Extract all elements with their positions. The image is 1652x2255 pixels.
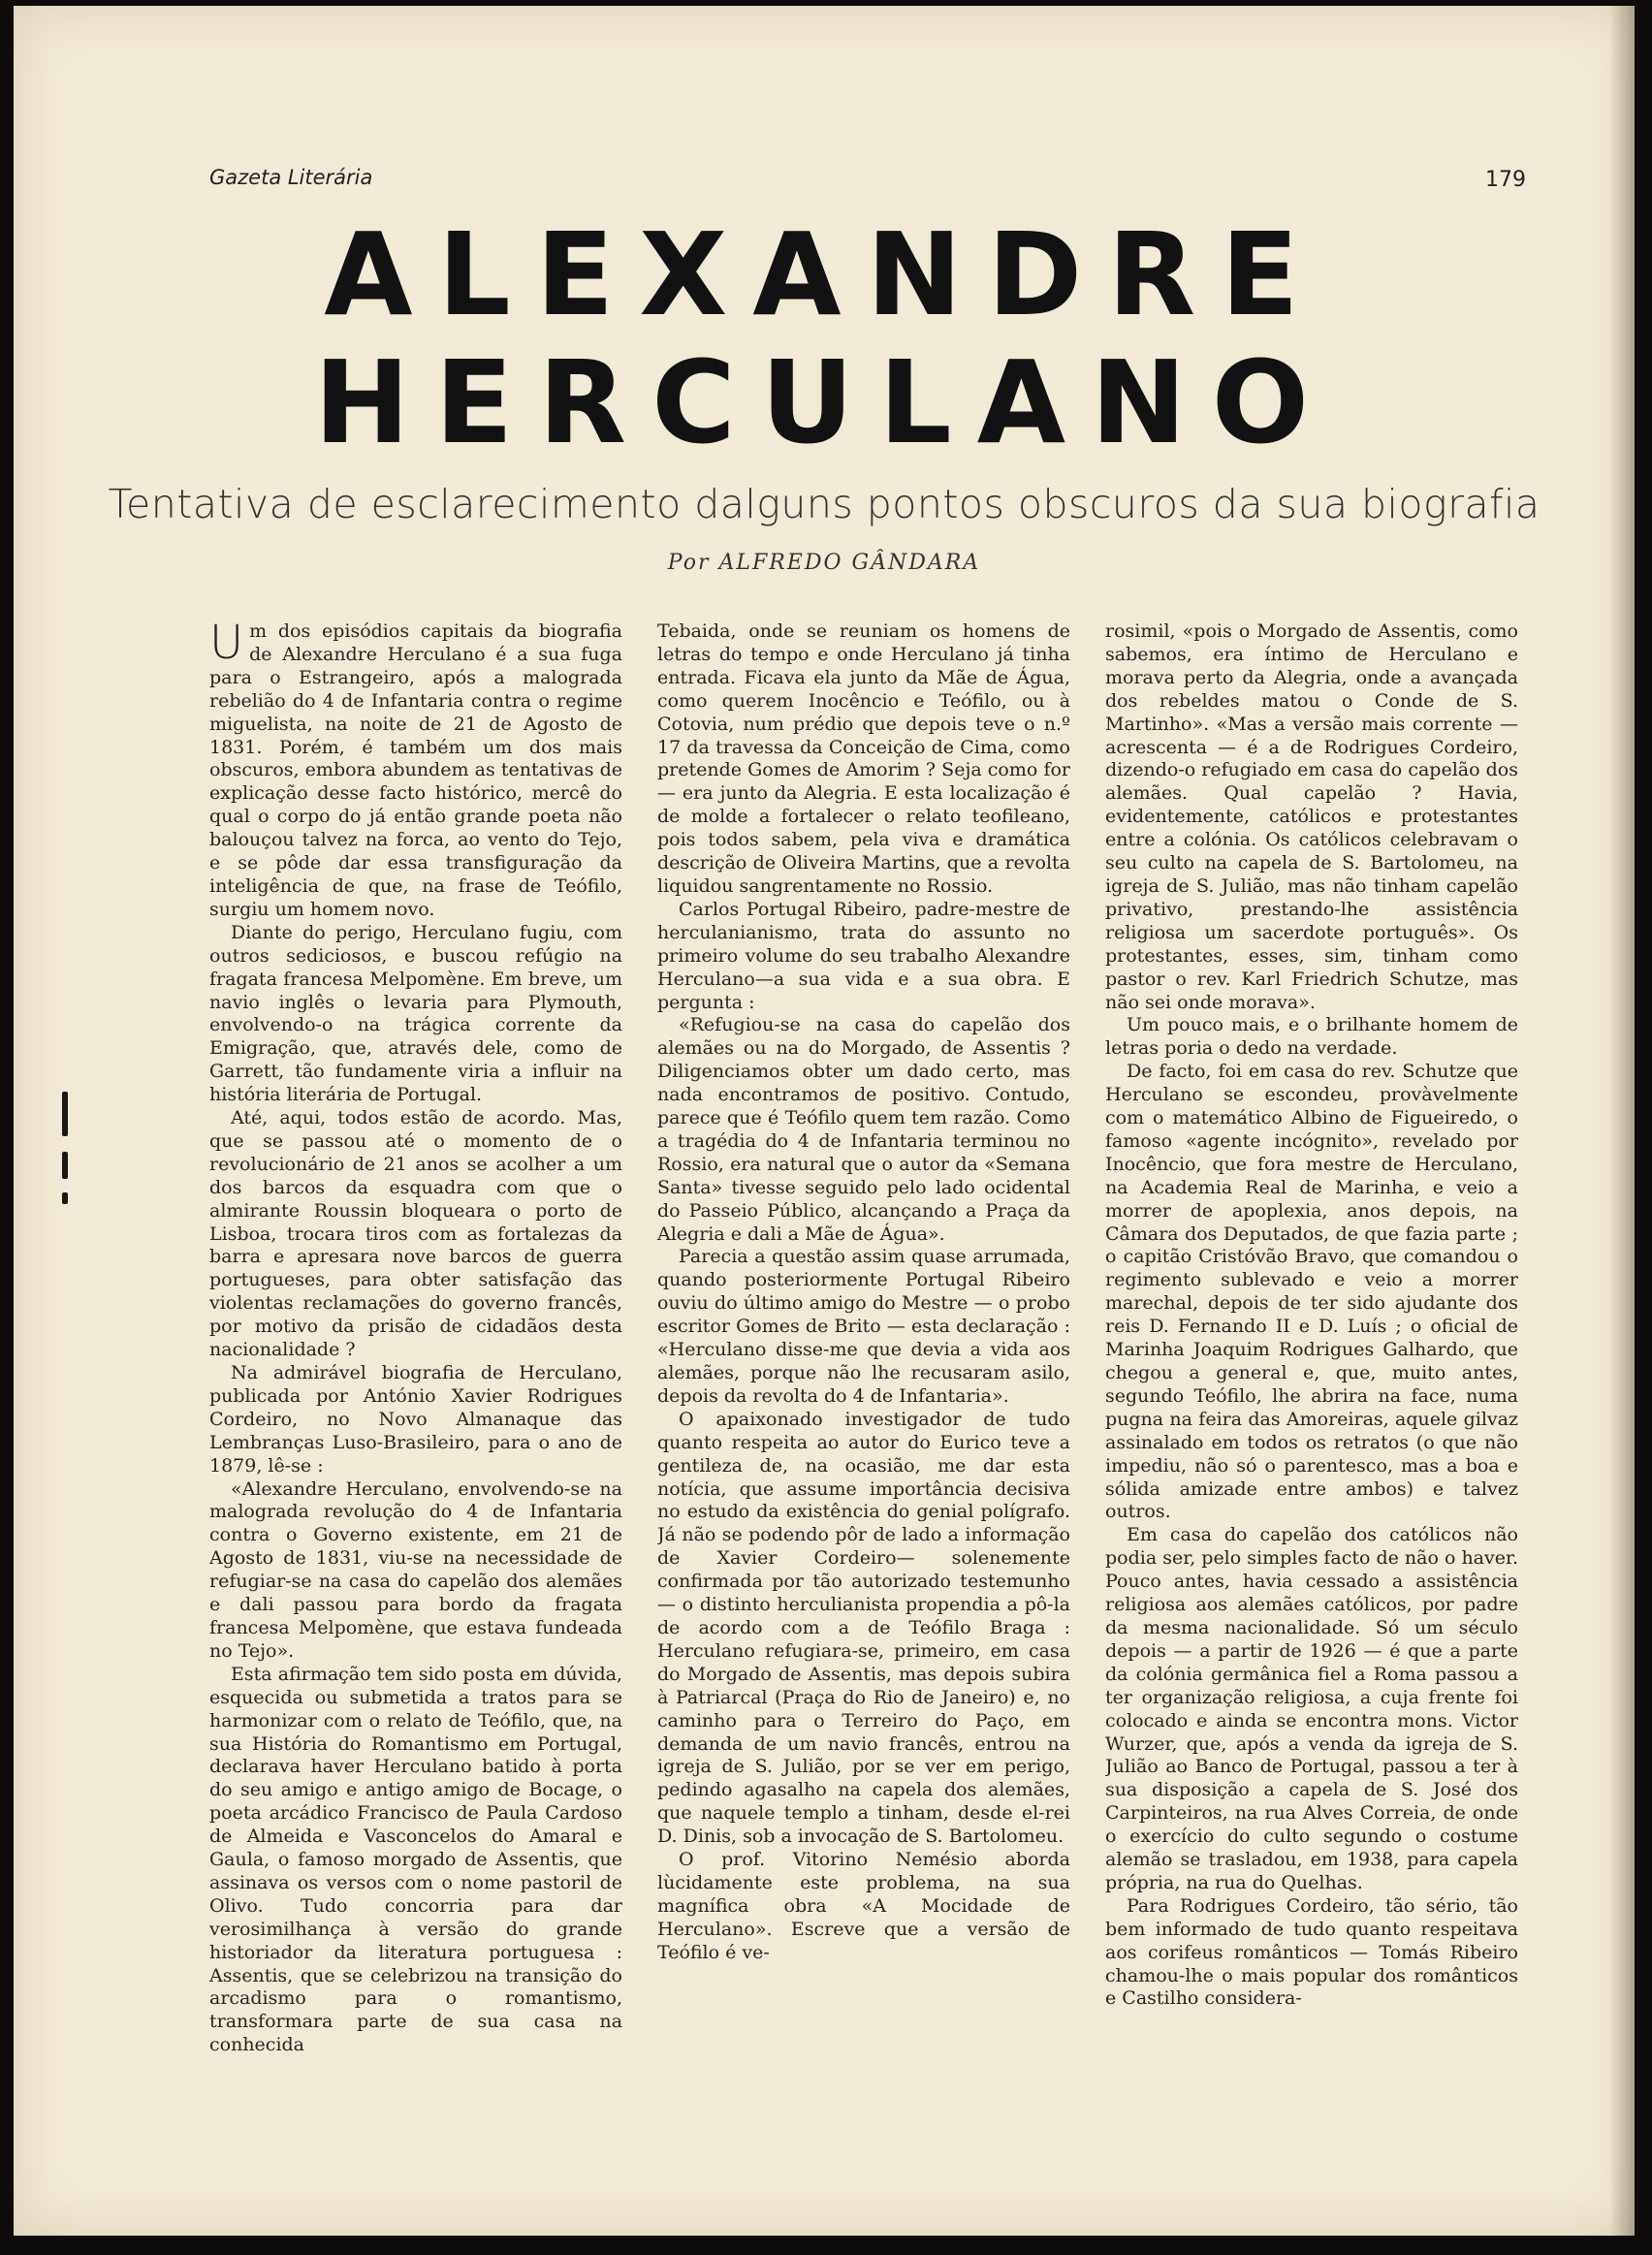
paragraph: Na admirável biografia de Herculano, publicada por António Xavier Rodrigues Cordeiro, no Novo Almanaque das Lembranças Luso-Brasileiro, para o ano de 1879, lê-se :	[209, 1362, 622, 1477]
article-title-line-2: HERCULANO	[313, 335, 1335, 469]
paragraph: Tebaida, onde se reuniam os homens de letras do tempo e onde Herculano já tinha entrada. Ficava ela junto da Mãe de Água, como querem Inocêncio e Teófilo, ou à Cotovia, num prédio que depois teve o n.º 17 da travessa da Conceição de Cima, como pretende Gomes de Amorim ? Seja como for — era junto da Alegria. E esta localização é de molde a fortalecer o relato teofileano, pois todos sabem, pela viva e dramática descrição de Oliveira Martins, que a revolta liquidou sangrentamente no Rossio.	[657, 620, 1070, 897]
magazine-page	[14, 6, 1635, 2236]
text-column-1	[209, 620, 622, 2075]
binding-stitch-marks	[62, 1092, 68, 1218]
paragraph: Para Rodrigues Cordeiro, tão sério, tão bem informado de tudo quanto respeitava aos corifeus românticos — Tomás Ribeiro chamou-lhe o mais popular dos românticos e Castilho considera-	[1105, 1894, 1518, 2010]
text-column-2	[657, 620, 1070, 2075]
paragraph: Esta afirmação tem sido posta em dúvida, esquecida ou submetida a tratos para se harmonizar com o relato de Teófilo, que, na sua História do Romantismo em Portugal, declarava haver Herculano batido à porta do seu amigo e antigo amigo de Bocage, o poeta arcádico Francisco de Paula Cardoso de Almeida e Vasconcelos do Amaral e Gaula, o famoso morgado de Assentis, que assinava os versos com o nome pastoril de Olivo. Tudo concorria para dar verosimilhança à versão do grande historiador da literatura portuguesa : Assentis, que se celebrizou na transição do arcadismo para o romantismo, transformara parte de sua casa na conhecida	[209, 1663, 622, 2056]
paragraph: De facto, foi em casa do rev. Schutze que Herculano se escondeu, provàvelmente com o matemático Albino de Figueiredo, o famoso «agente incógnito», revelado por Inocêncio, que fora mestre de Herculano, na Academia Real de Marinha, e veio a morrer de apoplexia, anos depois, na Câmara dos Deputados, de que fazia parte ; o capitão Cristóvão Bravo, que comandou o regimento sublevado e veio a morrer marechal, depois de ter sido ajudante dos reis D. Fernando II e D. Luís ; o oficial de Marinha Joaquim Rodrigues Galhardo, que chegou a general e, que, muito antes, segundo Teófilo, lhe abrira na face, numa pugna na feira das Amoreiras, aquele gilvaz assinalado em todos os retratos (o que não impediu, não só o parentesco, mas a boa e sólida amizade entre ambos) e talvez outros.	[1105, 1061, 1518, 1523]
paragraph: Carlos Portugal Ribeiro, padre-mestre de herculanianismo, trata do assunto no primeiro volume do seu trabalho Alexandre Herculano—a sua vida e a sua obra. E pergunta :	[657, 898, 1070, 1013]
paragraph: Um dos episódios capitais da biografia de Alexandre Herculano é a sua fuga para o Estrangeiro, após a malograda rebelião do 4 de Infantaria contra o regime miguelista, na noite de 21 de Agosto de 1831. Porém, é também um dos mais obscuros, embora abundem as tentativas de explicação desse facto histórico, mercê do qual o corpo do já então grande poeta não balouçou talvez na forca, ao vento do Tejo, e se pôde dar essa transfiguração da inteligência de que, na frase de Teófilo, surgiu um homem novo.	[209, 620, 622, 920]
article-byline: Por ALFREDO GÂNDARA	[667, 551, 981, 575]
paragraph: O prof. Vitorino Nemésio aborda lùcidamente este problema, na sua magnífica obra «A Mocidade de Herculano». Escreve que a versão de Teófilo é ve-	[657, 1849, 1070, 1963]
text-column-3	[1105, 620, 1518, 2075]
paragraph: Diante do perigo, Herculano fugiu, com outros sediciosos, e buscou refúgio na fragata francesa Melpomène. Em breve, um navio inglês o levaria para Plymouth, envolvendo-o na trágica corrente da Emigração, que, através dele, como de Garrett, tão fundamente viria a influir na história literária de Portugal.	[209, 921, 622, 1106]
paragraph: Até, aqui, todos estão de acordo. Mas, que se passou até o momento de o revolucionário de 21 anos se acolher a um dos barcos da esquadra com que o almirante Roussin bloqueara o porto de Lisboa, trocara tiros com as fortalezas da barra e apresara nove barcos de guerra portugueses, para obter satisfação das violentas reclamações do governo francês, por motivo da prisão de cidadãos desta nacionalidade ?	[209, 1107, 622, 1361]
paragraph: Em casa do capelão dos católicos não podia ser, pelo simples facto de não o haver. Pouco antes, havia cessado a assistência religiosa aos alemães católicos, por padre da mesma nacionalidade. Só um século depois — a partir de 1926 — é que a parte da colónia germânica fiel a Roma passou a ter organização religiosa, a cuja frente foi colocado e ainda se encontra mons. Victor Wurzer, que, após a venda da igreja de S. Julião ao Banco de Portugal, passou a ter à sua disposição a capela de S. José dos Carpinteiros, na rua Alves Correia, de onde o exercício do culto segundo o costume alemão se trasladou, em 1938, para capela própria, na rua do Quelhas.	[1105, 1524, 1518, 1893]
paragraph: Parecia a questão assim quase arrumada, quando posteriormente Portugal Ribeiro ouviu do último amigo do Mestre — o probo escritor Gomes de Brito — esta declaração : «Herculano disse-me que devia a vida aos alemães, porque não lhe recusaram asilo, depois da revolta do 4 de Infantaria».	[657, 1246, 1070, 1407]
page-number: 179	[1485, 168, 1526, 192]
paragraph: «Refugiou-se na casa do capelão dos alemães ou na do Morgado, de Assentis ? Diligenciamos obter um dado certo, mas nada encontramos de positivo. Contudo, parece que é Teófilo quem tem razão. Como a tragédia do 4 de Infantaria terminou no Rossio, era natural que o autor da «Semana Santa» tivesse seguido pelo lado ocidental do Passeio Público, alcançando a Praça da Alegria e dali a Mãe de Água».	[657, 1014, 1070, 1245]
paragraph: «Alexandre Herculano, envolvendo-se na malograda revolução do 4 de Infantaria contra o Governo existente, em 21 de Agosto de 1831, viu-se na necessidade de refugiar-se na casa do capelão dos alemães e dali passou para bordo da fragata francesa Melpomène, que estava fundeada no Tejo».	[209, 1477, 622, 1662]
article-subtitle: Tentativa de esclarecimento dalguns pontos obscuros da sua biografia	[108, 481, 1541, 527]
drop-cap: U	[209, 620, 244, 670]
paragraph: O apaixonado investigador de tudo quanto respeita ao autor do Eurico teve a gentileza de, na ocasião, me dar esta notícia, que assume importância decisiva no estudo da existência do genial polígrafo. Já não se podendo pôr de lado a informação de Xavier Cordeiro— solenemente confirmada por tão autorizado testemunho — o distinto herculianista propendia a pô-la de acordo com a de Teófilo Braga : Herculano refugiara-se, primeiro, em casa do Morgado de Assentis, mas depois subira à Patriarcal (Praça do Rio de Janeiro) e, no caminho para o Terreiro do Paço, em demanda de um navio francês, entrou na igreja de S. Julião, por se ver em perigo, pedindo agasalho na capela dos alemães, que naquele templo a tinham, desde el-rei D. Dinis, sob a invocação de S. Bartolomeu.	[657, 1408, 1070, 1848]
article-title-line-1: ALEXANDRE	[324, 207, 1324, 341]
publication-name: Gazeta Literária	[209, 166, 373, 189]
paragraph: Um pouco mais, e o brilhante homem de letras poria o dedo na verdade.	[1105, 1014, 1518, 1060]
paragraph: rosimil, «pois o Morgado de Assentis, como sabemos, era íntimo de Herculano e morava perto da Alegria, onde a avançada dos rebeldes matou o Conde de S. Martinho». «Mas a versão mais corrente — acrescenta — é a de Rodrigues Cordeiro, dizendo-o refugiado em casa do capelão dos alemães. Qual capelão ? Havia, evidentemente, católicos e protestantes entre a colónia. Os católicos celebravam o seu culto na capela de S. Bartolomeu, na igreja de S. Julião, mas não tinham capelão privativo, prestando-lhe assistência religiosa um sacerdote português». Os protestantes, esses, sim, tinham como pastor o rev. Karl Friedrich Schutze, mas não sei onde morava».	[1105, 620, 1518, 1013]
